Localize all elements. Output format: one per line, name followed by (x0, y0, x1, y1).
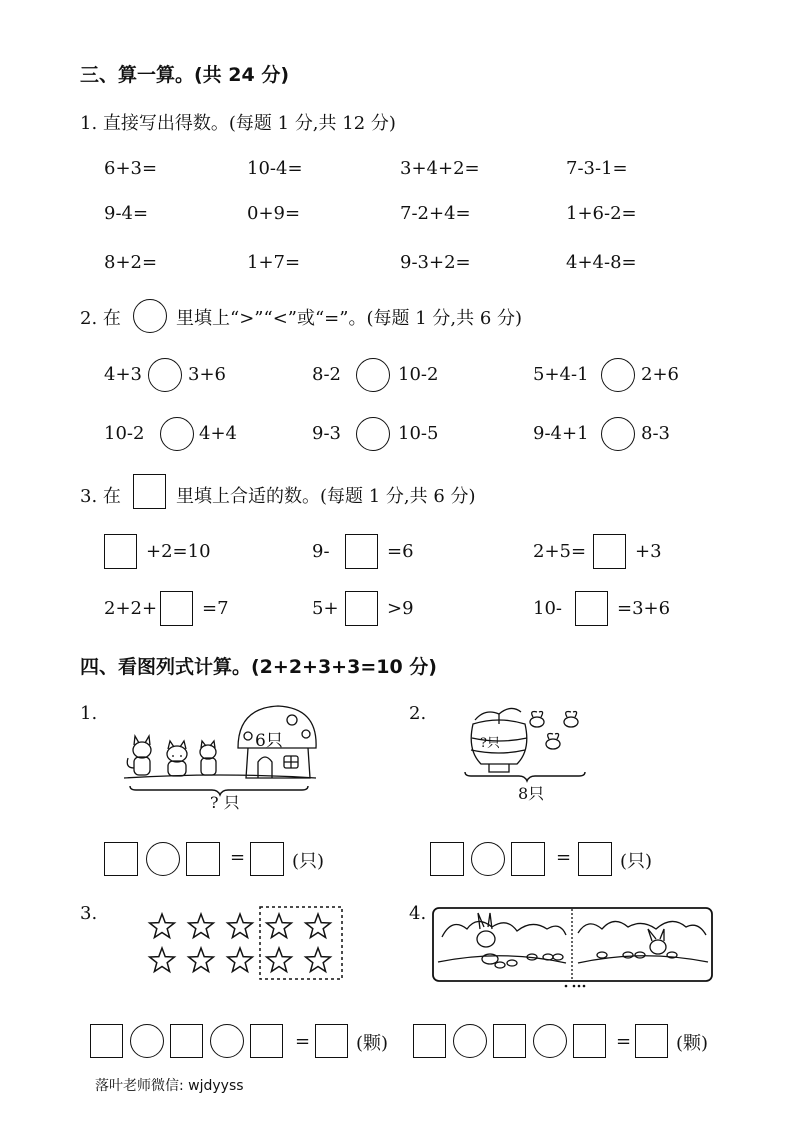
q2-compare-circle[interactable] (160, 417, 194, 451)
q2-right-expression: 10-5 (398, 423, 439, 444)
p1-answer-box[interactable] (104, 842, 138, 876)
q2-left-expression: 4+3 (104, 364, 142, 385)
star-icon (150, 914, 175, 938)
q2-left-expression: 5+4-1 (533, 364, 589, 385)
p4-equals-sign: = (616, 1031, 632, 1052)
star-icon (306, 948, 331, 972)
p1-answer-box[interactable] (186, 842, 220, 876)
hive-count-label: ?只 (480, 736, 500, 751)
p4-answer-box[interactable] (493, 1024, 526, 1058)
star-icon (189, 914, 214, 938)
q2-compare-circle[interactable] (148, 358, 182, 392)
p2-unit: (只) (620, 851, 653, 872)
q3-before-expression: 10- (533, 598, 562, 619)
p2-answer-box[interactable] (430, 842, 464, 876)
q3-answer-box[interactable] (345, 534, 378, 569)
p3-operator-circle[interactable] (210, 1024, 244, 1058)
q1-expression: 10-4= (247, 158, 303, 179)
p3-answer-box[interactable] (250, 1024, 283, 1058)
p2-result-box[interactable] (578, 842, 612, 876)
p1-unit: (只) (292, 851, 325, 872)
problem-3-number: 3. (80, 903, 98, 924)
star-icon (228, 948, 253, 972)
p2-equals-sign: = (556, 847, 572, 868)
q3-after-expression: =6 (387, 541, 414, 562)
q3-answer-box[interactable] (345, 591, 378, 626)
rabbits-and-mushrooms-picture (432, 907, 714, 989)
q3-heading-box-icon (133, 474, 166, 509)
p1-operator-circle[interactable] (146, 842, 180, 876)
q2-heading-circle-icon (133, 299, 167, 333)
star-icon (228, 914, 253, 938)
q1-expression: 1+7= (247, 252, 301, 273)
q3-answer-box[interactable] (104, 534, 137, 569)
q2-right-expression: 3+6 (188, 364, 226, 385)
problem-1-question-label: ? 只 (210, 793, 240, 812)
p3-answer-box[interactable] (170, 1024, 203, 1058)
problem-4-number: 4. (409, 903, 427, 924)
p2-operator-circle[interactable] (471, 842, 505, 876)
q1-heading: 1. 直接写出得数。(每题 1 分,共 12 分) (80, 113, 396, 134)
q2-right-expression: 2+6 (641, 364, 679, 385)
p4-answer-box[interactable] (413, 1024, 446, 1058)
p2-answer-box[interactable] (511, 842, 545, 876)
mushroom-count-label: 6只 (255, 731, 283, 751)
q2-compare-circle[interactable] (601, 358, 635, 392)
q1-expression: 8+2= (104, 252, 158, 273)
p4-operator-circle[interactable] (453, 1024, 487, 1058)
q3-after-expression: +2=10 (146, 541, 211, 562)
q3-before-expression: 9- (312, 541, 330, 562)
q2-compare-circle[interactable] (356, 417, 390, 451)
q3-before-expression: 5+ (312, 598, 339, 619)
q1-expression: 0+9= (247, 203, 301, 224)
p4-result-box[interactable] (635, 1024, 668, 1058)
q3-answer-box[interactable] (593, 534, 626, 569)
q1-expression: 6+3= (104, 158, 158, 179)
q1-expression: 9-4= (104, 203, 149, 224)
q2-right-expression: 4+4 (199, 423, 237, 444)
problem-2-number: 2. (409, 703, 427, 724)
p3-unit: (颗) (356, 1033, 389, 1054)
q3-number: 3. 在 (80, 486, 121, 507)
q1-expression: 1+6-2= (566, 203, 637, 224)
section-4-title: 四、看图列式计算。(2+2+3+3=10 分) (80, 656, 437, 678)
star-icon (267, 914, 292, 938)
q2-right-expression: 8-3 (641, 423, 670, 444)
q3-heading-text: 里填上合适的数。(每题 1 分,共 6 分) (176, 486, 476, 507)
stars-picture (140, 903, 350, 983)
q3-answer-box[interactable] (160, 591, 193, 626)
p3-answer-box[interactable] (90, 1024, 123, 1058)
p3-result-box[interactable] (315, 1024, 348, 1058)
q2-left-expression: 8-2 (312, 364, 341, 385)
q2-left-expression: 10-2 (104, 423, 145, 444)
q2-right-expression: 10-2 (398, 364, 439, 385)
p4-operator-circle[interactable] (533, 1024, 567, 1058)
q2-number: 2. 在 (80, 308, 121, 329)
p1-result-box[interactable] (250, 842, 284, 876)
q3-before-expression: 2+2+ (104, 598, 158, 619)
q2-heading-text: 里填上“>”“<”或“=”。(每题 1 分,共 6 分) (176, 308, 523, 329)
p4-answer-box[interactable] (573, 1024, 606, 1058)
q2-left-expression: 9-4+1 (533, 423, 589, 444)
p3-equals-sign: = (295, 1031, 311, 1052)
p4-unit: (颗) (676, 1033, 709, 1054)
beehive-and-bees-picture (455, 700, 595, 790)
q1-expression: 3+4+2= (400, 158, 480, 179)
q3-after-expression: >9 (387, 598, 414, 619)
section-3-title: 三、算一算。(共 24 分) (80, 64, 290, 86)
problem-1-number: 1. (80, 703, 98, 724)
footer-text: 落叶老师微信: wjdyyss (95, 1078, 244, 1094)
star-icon (306, 914, 331, 938)
q1-expression: 9-3+2= (400, 252, 471, 273)
p3-operator-circle[interactable] (130, 1024, 164, 1058)
star-icon (267, 948, 292, 972)
q1-expression: 4+4-8= (566, 252, 637, 273)
star-icon (189, 948, 214, 972)
q2-left-expression: 9-3 (312, 423, 341, 444)
q2-compare-circle[interactable] (356, 358, 390, 392)
q3-after-expression: +3 (635, 541, 662, 562)
q3-before-expression: 2+5= (533, 541, 587, 562)
q1-expression: 7-3-1= (566, 158, 628, 179)
problem-2-total-label: 8只 (518, 784, 545, 803)
star-icon (150, 948, 175, 972)
q3-answer-box[interactable] (575, 591, 608, 626)
q3-after-expression: =3+6 (617, 598, 671, 619)
p1-equals-sign: = (230, 847, 246, 868)
q3-after-expression: =7 (202, 598, 229, 619)
q1-expression: 7-2+4= (400, 203, 471, 224)
q2-compare-circle[interactable] (601, 417, 635, 451)
